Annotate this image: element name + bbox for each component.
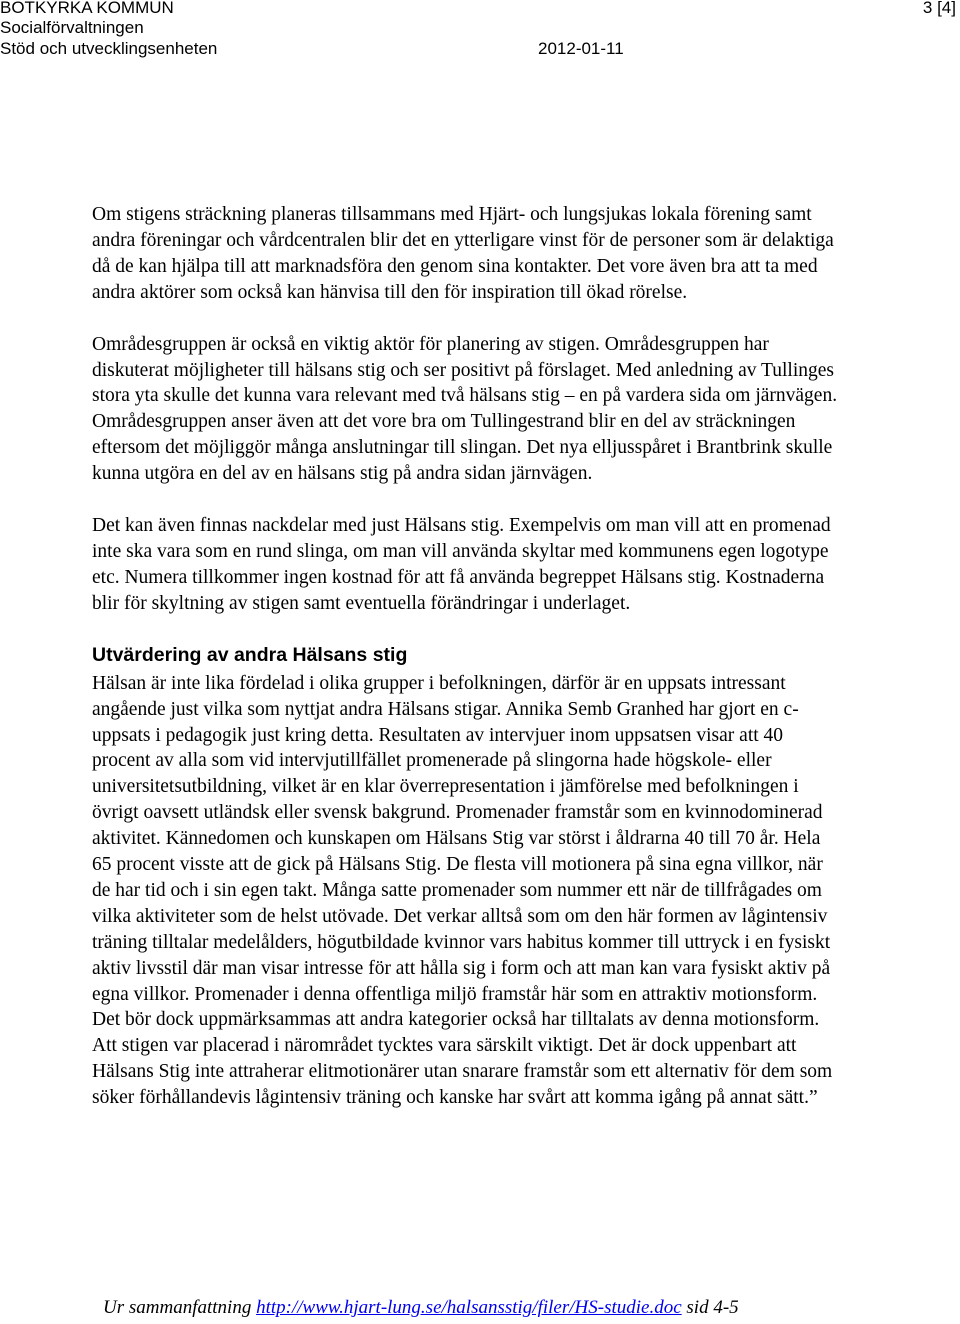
paragraph-gap <box>92 487 842 513</box>
org-name: BOTKYRKA KOMMUN <box>0 0 174 17</box>
document-body <box>92 202 842 1111</box>
paragraph-4: Hälsan är inte lika fördelad i olika grupper i befolkningen, därför är en uppsats intressant angående just vilka som nyttjat andra Hälsans stigar. Annika Semb Granhed har gjort en c-uppsats i pedagogik just kring detta. Resultaten av intervjuer inom uppsatsen visar att 40 procent av alla som vid intervjutillfället promenerade på slingorna hade högskole- eller universitetsutbildning, vilket är en klar överrepresentation i jämförelse med befolkningen i övrigt oavsett utländsk eller svensk bakgrund. Promenader framstår som en kvinnodominerad aktivitet. Kännedomen och kunskapen om Hälsans Stig var störst i åldrarna 40 till 70 år. Hela 65 procent visste att de gick på Hälsans Stig. De flesta vill motionera på sina egna villkor, när de har tid och i sin egen takt. Många satte promenader som nummer ett när de tillfrågades om vilka aktiviteter som de helst utövade. Det verkar alltså som om den här formen av lågintensiv träning tilltalar medelålders, högutbildade kvinnor vars habitus kommer till uttryck i en fysiskt aktiv livsstil där man visar intresse för att hålla sig i form och att man kan vara fysiskt aktiv på egna villkor. Promenader i denna offentliga miljö framstår här som en attraktiv motionsform. Det bör dock uppmärksammas att andra kategorier också har tilltalats av denna motionsform. Att stigen var placerad i närområdet tycktes vara särskilt viktigt. Det är dock uppenbart att Hälsans Stig inte attraherar elitmotionärer utan snarare framstår som ett alternativ för dem som söker förhållandevis lågintensiv träning och kanske har svårt att komma igång på annat sätt.” <box>92 672 833 1109</box>
paragraph-3: Det kan även finnas nackdelar med just Hälsans stig. Exempelvis om man vill att en promenad inte ska vara som en rund slinga, om man vill använda skyltar med kommunens egen logotype etc. Numera tillkommer ingen kostnad för att få använda begreppet Hälsans stig. Kostnaderna blir för skyltning av stigen samt eventuella förändringar i underlaget. <box>92 515 831 614</box>
page-number: 3 [4] <box>922 0 956 17</box>
source-link[interactable]: http://www.hjart-lung.se/halsansstig/filer/HS-studie.doc <box>256 1297 682 1318</box>
unit-name: Stöd och utvecklingsenheten <box>0 39 218 58</box>
source-suffix: sid 4-5 <box>686 1297 739 1318</box>
paragraph-gap <box>92 617 842 643</box>
section-heading: Utvärdering av andra Hälsans stig <box>92 643 408 666</box>
source-citation <box>103 1296 739 1320</box>
paragraph-2: Områdesgruppen är också en viktig aktör för planering av stigen. Områdesgruppen har diskuterat möjligheter till hälsans stig och ser positivt på förslaget. Med anledning av Tullinges stora yta skulle det kunna vara relevant med två hälsans stig – en på vardera sida om järnvägen. Områdesgruppen anser även att det vore bra om Tullingestrand blir en del av sträckningen eftersom det möjliggör många anslutningar till slingan. Det nya elljusspåret i Brantbrink skulle kunna utgöra en del av en hälsans stig på andra sidan järnvägen. <box>92 333 838 485</box>
department-name: Socialförvaltningen <box>0 18 144 37</box>
source-prefix: Ur sammanfattning <box>103 1297 252 1318</box>
paragraph-gap <box>92 306 842 332</box>
paragraph-1: Om stigens sträckning planeras tillsammans med Hjärt- och lungsjukas lokala förening samt andra föreningar och vårdcentralen blir det en ytterligare vinst för de personer som är delaktiga då de kan hjälpa till att marknadsföra den genom sina kontakter. Det vore även bra att ta med andra aktörer som också kan hänvisa till den för inspiration till ökad rörelse. <box>92 204 834 303</box>
document-date: 2012-01-11 <box>538 39 624 58</box>
